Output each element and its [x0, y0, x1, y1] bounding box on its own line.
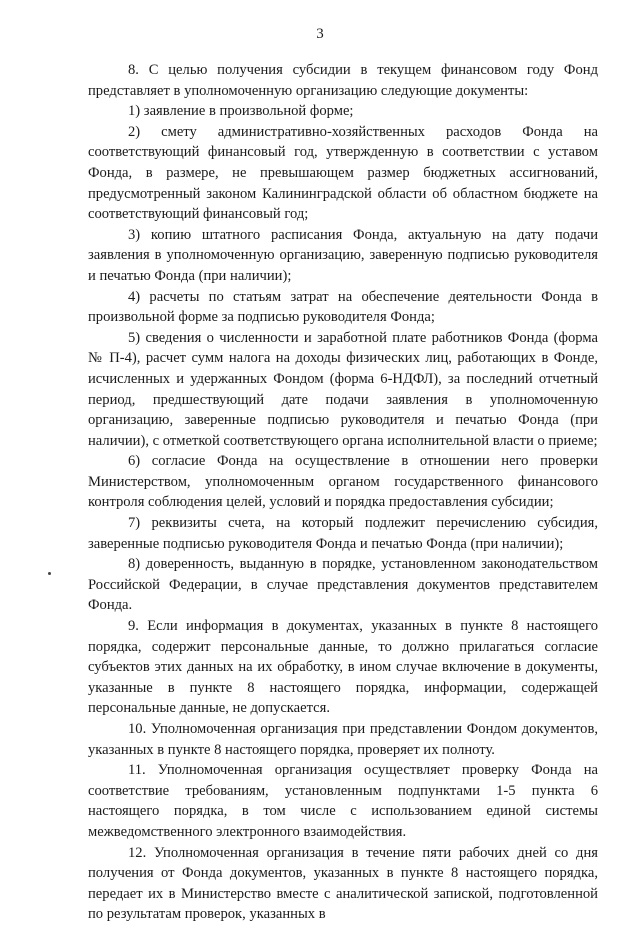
list-item-3: 3) копию штатного расписания Фонда, актуальную на дату подачи заявления в уполномоченную организацию, заверенную подписью руководителя и печатью Фонда (при наличии);: [88, 226, 598, 284]
document-body: [88, 60, 598, 925]
paragraph-10: 10. Уполномоченная организация при представлении Фондом документов, указанных в пункте 8 настоящего порядка, проверяет их полноту.: [88, 721, 598, 758]
list-item-6: 6) согласие Фонда на осуществление в отношении него проверки Министерством, уполномоченным органом государственного финансового контроля соблюдения целей, условий и порядка предоставления субсидии;: [88, 453, 598, 511]
list-item-2: 2) смету административно-хозяйственных расходов Фонда на соответствующий финансовый год, утвержденную в соответствии с уставом Фонда, в размере, не превышающем размер бюджетных ассигнований, предусмотренный законом Калининградской области об областном бюджете на соответствующий финансовый год;: [88, 123, 598, 223]
list-item-8: 8) доверенность, выданную в порядке, установленном законодательством Российской Федерации, в случае представления документов представителем Фонда.: [88, 556, 598, 614]
paragraph-11: 11. Уполномоченная организация осуществляет проверку Фонда на соответствие требованиям, установленным подпунктами 1-5 пункта 6 настоящего порядка, в том числе с использованием единой системы межведомственного электронного взаимодействия.: [88, 762, 598, 840]
list-item-5: 5) сведения о численности и заработной плате работников Фонда (форма № П-4), расчет сумм налога на доходы физических лиц, работающих в Фонде, исчисленных и удержанных Фондом (форма 6-НДФЛ), за последний отчетный период, предшествующий дате подачи заявления в уполномоченную организацию, заверенные подписью руководителя и печатью Фонда (при наличии), с отметкой соответствующего органа исполнительной власти о приеме;: [88, 329, 598, 449]
list-item-1: 1) заявление в произвольной форме;: [128, 103, 354, 120]
paragraph-8: 8. С целью получения субсидии в текущем финансовом году Фонд представляет в уполномоченную организацию следующие документы:: [88, 62, 598, 99]
scan-speck: [48, 572, 51, 575]
paragraph-12: 12. Уполномоченная организация в течение пяти рабочих дней со дня получения от Фонда документов, указанных в пункте 8 настоящего порядка, передает их в Министерство вместе с аналитической запиской, подготовленной по результатам проверок, указанных в: [88, 844, 598, 923]
page-number: 3: [316, 26, 324, 42]
list-item-7: 7) реквизиты счета, на который подлежит перечислению субсидия, заверенные подписью руководителя Фонда и печатью Фонда (при наличии);: [88, 515, 598, 552]
paragraph-9: 9. Если информация в документах, указанных в пункте 8 настоящего порядка, содержит персональные данные, то должно прилагаться согласие субъектов этих данных на их обработку, в ином случае включение в документы, указанные в пункте 8 настоящего порядка, информации, содержащей персональные данные, не допускается.: [88, 618, 598, 717]
list-item-4: 4) расчеты по статьям затрат на обеспечение деятельности Фонда в произвольной форме за подписью руководителя Фонда;: [88, 288, 598, 326]
